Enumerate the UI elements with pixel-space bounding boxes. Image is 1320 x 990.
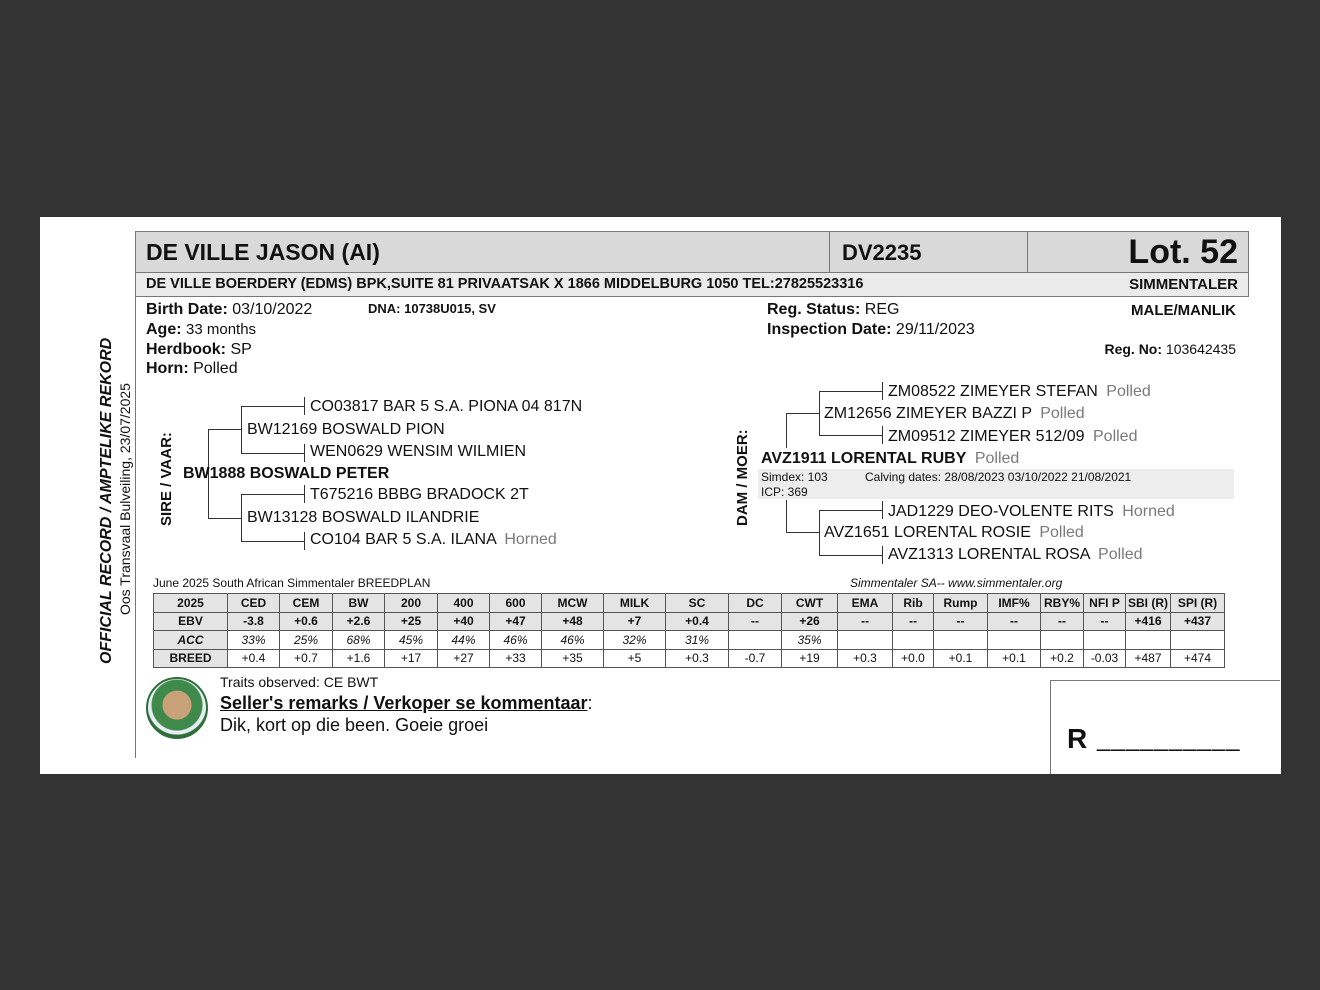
lot-card: [40, 217, 1281, 774]
ebv-header-cell: NFI P: [1084, 594, 1126, 613]
ebv-cell: [1126, 631, 1171, 650]
age: Age: 33 months: [146, 321, 257, 338]
ebv-cell: [838, 631, 893, 650]
dam-sire-dam: ZM09512 ZIMEYER 512/09 Polled: [888, 428, 1138, 445]
animal-name: DE VILLE JASON (AI): [146, 239, 380, 265]
ebv-cell: +2.6: [333, 612, 385, 631]
ebv-cell: 31%: [666, 631, 729, 650]
sire-dam-dam: CO104 BAR 5 S.A. ILANA Horned: [310, 531, 557, 548]
ebv-header-cell: CWT: [782, 594, 838, 613]
simdex: Simdex: 103: [761, 470, 828, 484]
ebv-cell: --: [988, 612, 1041, 631]
ebv-cell: --: [934, 612, 988, 631]
ebv-header-cell: MILK: [604, 594, 666, 613]
price-blank[interactable]: __________: [1097, 725, 1241, 752]
ebv-cell: +416: [1126, 612, 1171, 631]
ebv-cell: --: [1084, 612, 1126, 631]
official-record: OFFICIAL RECORD / AMPTELIKE REKORD: [98, 337, 115, 664]
ebv-cell: -0.7: [729, 649, 782, 668]
remarks-heading: Seller's remarks / Verkoper se kommentaar:: [220, 693, 593, 713]
animal-id: DV2235: [842, 240, 922, 265]
inspection-date: Inspection Date: 29/11/2023: [767, 321, 975, 338]
dam-sire: ZM12656 ZIMEYER BAZZI P Polled: [824, 405, 1085, 422]
ebv-cell: +487: [1126, 649, 1171, 668]
ebv-cell: [893, 631, 934, 650]
remarks-text: Dik, kort op die been. Goeie groei: [220, 715, 489, 735]
ebv-header-row: [154, 594, 1225, 613]
ebv-cell: +26: [782, 612, 838, 631]
reg-no: Reg. No: 103642435: [1104, 341, 1236, 357]
dam-performance-box: [758, 469, 1234, 499]
ebv-cell: +40: [438, 612, 490, 631]
ebv-header-cell: SPI (R): [1171, 594, 1225, 613]
ebv-header-cell: 200: [385, 594, 438, 613]
dam-dam-dam: AVZ1313 LORENTAL ROSA Polled: [888, 546, 1143, 563]
ebv-header-cell: IMF%: [988, 594, 1041, 613]
ebv-header-cell: BW: [333, 594, 385, 613]
ebv-cell: +0.1: [988, 649, 1041, 668]
auction-info: Oos Transvaal Bulveiling, 23/07/2025: [117, 383, 133, 615]
ebv-table: [153, 593, 1225, 668]
ebv-header-cell: CED: [228, 594, 280, 613]
ebv-cell: [934, 631, 988, 650]
sire-sire: BW12169 BOSWALD PION: [247, 421, 445, 438]
ebv-cell: 25%: [280, 631, 333, 650]
ebv-cell: +25: [385, 612, 438, 631]
ebv-header-cell: 2025: [154, 594, 228, 613]
ebv-header-cell: DC: [729, 594, 782, 613]
ebv-header-cell: 600: [490, 594, 542, 613]
ebv-cell: --: [838, 612, 893, 631]
ebv-cell: --: [893, 612, 934, 631]
ebv-cell: 32%: [604, 631, 666, 650]
breed: SIMMENTALER: [1129, 276, 1238, 293]
ebv-cell: +0.3: [666, 649, 729, 668]
ebv-cell: +48: [542, 612, 604, 631]
ebv-cell: 46%: [490, 631, 542, 650]
ebv-cell: +0.4: [666, 612, 729, 631]
ebv-row-label: EBV: [154, 612, 228, 631]
ebv-cell: +19: [782, 649, 838, 668]
ebv-cell: +0.6: [280, 612, 333, 631]
sex: MALE/MANLIK: [1131, 302, 1236, 319]
ebv-cell: +7: [604, 612, 666, 631]
ebv-cell: 45%: [385, 631, 438, 650]
ebv-row: [154, 612, 1225, 631]
sire-sire-sire: CO03817 BAR 5 S.A. PIONA 04 817N: [310, 398, 583, 415]
ebv-cell: +437: [1171, 612, 1225, 631]
ebv-cell: +0.7: [280, 649, 333, 668]
breedplan-caption: June 2025 South African Simmentaler BREEDPLAN: [153, 576, 431, 590]
ebv-cell: 44%: [438, 631, 490, 650]
sire-sire-dam: WEN0629 WENSIM WILMIEN: [310, 443, 527, 460]
ebv-row-label: ACC: [154, 631, 228, 650]
ebv-cell: 68%: [333, 631, 385, 650]
ebv-row-label: BREED: [154, 649, 228, 668]
ebv-cell: -0.03: [1084, 649, 1126, 668]
ebv-header-cell: RBY%: [1041, 594, 1084, 613]
breed-row: [154, 649, 1225, 668]
ebv-cell: +0.0: [893, 649, 934, 668]
title-bar: [135, 231, 1249, 273]
ebv-header-cell: SC: [666, 594, 729, 613]
ebv-cell: +0.1: [934, 649, 988, 668]
ebv-cell: +0.4: [228, 649, 280, 668]
ebv-cell: --: [1041, 612, 1084, 631]
ebv-cell: -3.8: [228, 612, 280, 631]
ebv-cell: [988, 631, 1041, 650]
dam-side-label: DAM / MOER:: [734, 429, 751, 526]
ebv-header-cell: CEM: [280, 594, 333, 613]
ebv-cell: 35%: [782, 631, 838, 650]
ebv-cell: 33%: [228, 631, 280, 650]
herdbook: Herdbook: SP: [146, 341, 252, 358]
breedplan-website: Simmentaler SA-- www.simmentaler.org: [850, 576, 1063, 590]
icp: ICP: 369: [761, 485, 808, 499]
ebv-cell: 46%: [542, 631, 604, 650]
ebv-cell: [1041, 631, 1084, 650]
ebv-header-cell: SBI (R): [1126, 594, 1171, 613]
dna: DNA: 10738U015, SV: [368, 301, 496, 316]
price-box: [1050, 680, 1280, 774]
dam-sire-sire: ZM08522 ZIMEYER STEFAN Polled: [888, 383, 1151, 400]
calving-dates: Calving dates: 28/08/2023 03/10/2022 21/08/2021: [865, 470, 1132, 484]
ebv-cell: +17: [385, 649, 438, 668]
price-currency: R: [1067, 723, 1088, 754]
dam-dam-sire: JAD1229 DEO-VOLENTE RITS Horned: [888, 503, 1175, 520]
owner-address: DE VILLE BOERDERY (EDMS) BPK,SUITE 81 PRIVAATSAK X 1866 MIDDELBURG 1050 TEL:27825523316: [146, 276, 864, 292]
traits-observed: Traits observed: CE BWT: [220, 674, 379, 690]
ebv-cell: --: [729, 612, 782, 631]
sire-side-label: SIRE / VAAR:: [158, 432, 175, 526]
ebv-cell: +0.2: [1041, 649, 1084, 668]
sire-name: BW1888 BOSWALD PETER: [183, 465, 390, 482]
horn: Horn: Polled: [146, 360, 238, 377]
sire-dam: BW13128 BOSWALD ILANDRIE: [247, 509, 480, 526]
ebv-cell: +1.6: [333, 649, 385, 668]
ebv-cell: +47: [490, 612, 542, 631]
ebv-cell: [1084, 631, 1126, 650]
ebv-cell: +5: [604, 649, 666, 668]
sire-dam-sire: T675216 BBBG BRADOCK 2T: [310, 486, 529, 503]
ebv-cell: +33: [490, 649, 542, 668]
ebv-cell: +35: [542, 649, 604, 668]
ebv-header-cell: 400: [438, 594, 490, 613]
birth-date: Birth Date: 03/10/2022: [146, 301, 313, 318]
ebv-header-cell: Rib: [893, 594, 934, 613]
ebv-header-cell: MCW: [542, 594, 604, 613]
simmentaler-logo: [146, 677, 208, 739]
ebv-cell: +474: [1171, 649, 1225, 668]
dam-dam: AVZ1651 LORENTAL ROSIE Polled: [824, 524, 1084, 541]
dam-name: AVZ1911 LORENTAL RUBY Polled: [761, 450, 1020, 467]
ebv-header-cell: EMA: [838, 594, 893, 613]
owner-bar: [135, 273, 1249, 297]
reg-status: Reg. Status: REG: [767, 301, 900, 318]
ebv-cell: [1171, 631, 1225, 650]
ebv-header-cell: Rump: [934, 594, 988, 613]
ebv-cell: [729, 631, 782, 650]
acc-row: [154, 631, 1225, 650]
lot-number: Lot. 52: [1128, 233, 1238, 271]
ebv-cell: +27: [438, 649, 490, 668]
ebv-cell: +0.3: [838, 649, 893, 668]
